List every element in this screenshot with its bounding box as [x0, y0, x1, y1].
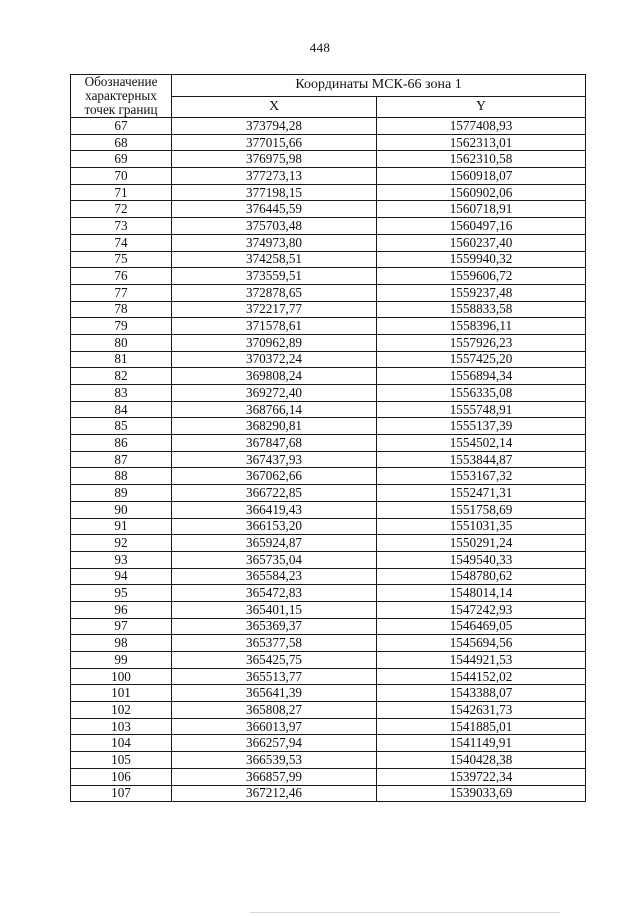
x-column-header: X	[172, 96, 377, 118]
point-id-cell: 73	[71, 218, 172, 235]
table-row	[71, 334, 586, 351]
point-id-cell: 82	[71, 368, 172, 385]
x-coordinate-cell: 372878,65	[172, 284, 377, 301]
y-coordinate-cell: 1542631,73	[377, 702, 586, 719]
x-coordinate-cell: 365641,39	[172, 685, 377, 702]
x-coordinate-cell: 367062,66	[172, 468, 377, 485]
y-coordinate-cell: 1559237,48	[377, 284, 586, 301]
x-coordinate-cell: 366419,43	[172, 501, 377, 518]
table-row	[71, 768, 586, 785]
point-id-cell: 71	[71, 184, 172, 201]
table-header-row	[71, 75, 586, 97]
x-coordinate-cell: 365924,87	[172, 535, 377, 552]
y-coordinate-cell: 1548014,14	[377, 585, 586, 602]
table-row	[71, 702, 586, 719]
point-id-cell: 107	[71, 785, 172, 802]
point-id-cell: 90	[71, 501, 172, 518]
x-coordinate-cell: 374258,51	[172, 251, 377, 268]
coordinates-system-header: Координаты МСК-66 зона 1	[172, 75, 586, 97]
x-coordinate-cell: 377198,15	[172, 184, 377, 201]
point-id-cell: 76	[71, 268, 172, 285]
table-row	[71, 485, 586, 502]
table-row	[71, 535, 586, 552]
y-coordinate-cell: 1560918,07	[377, 168, 586, 185]
x-coordinate-cell: 365472,83	[172, 585, 377, 602]
y-coordinate-cell: 1550291,24	[377, 535, 586, 552]
point-id-cell: 85	[71, 418, 172, 435]
y-coordinate-cell: 1546469,05	[377, 618, 586, 635]
x-coordinate-cell: 371578,61	[172, 318, 377, 335]
point-id-cell: 77	[71, 284, 172, 301]
table-row	[71, 652, 586, 669]
table-body	[71, 118, 586, 802]
y-coordinate-cell: 1562313,01	[377, 134, 586, 151]
y-coordinate-cell: 1558396,11	[377, 318, 586, 335]
point-id-cell: 69	[71, 151, 172, 168]
table-row	[71, 234, 586, 251]
y-coordinate-cell: 1545694,56	[377, 635, 586, 652]
table-row	[71, 318, 586, 335]
y-coordinate-cell: 1554502,14	[377, 435, 586, 452]
x-coordinate-cell: 368766,14	[172, 401, 377, 418]
table-row	[71, 301, 586, 318]
table-row	[71, 168, 586, 185]
y-coordinate-cell: 1556335,08	[377, 385, 586, 402]
y-coordinate-cell: 1560237,40	[377, 234, 586, 251]
point-id-cell: 103	[71, 718, 172, 735]
x-coordinate-cell: 367437,93	[172, 451, 377, 468]
y-coordinate-cell: 1544921,53	[377, 652, 586, 669]
table-row	[71, 368, 586, 385]
y-coordinate-cell: 1544152,02	[377, 668, 586, 685]
x-coordinate-cell: 366257,94	[172, 735, 377, 752]
x-coordinate-cell: 365808,27	[172, 702, 377, 719]
y-coordinate-cell: 1552471,31	[377, 485, 586, 502]
x-coordinate-cell: 367847,68	[172, 435, 377, 452]
x-coordinate-cell: 366722,85	[172, 485, 377, 502]
point-id-cell: 70	[71, 168, 172, 185]
table-row	[71, 134, 586, 151]
x-coordinate-cell: 365513,77	[172, 668, 377, 685]
x-coordinate-cell: 376445,59	[172, 201, 377, 218]
x-coordinate-cell: 369272,40	[172, 385, 377, 402]
table-row	[71, 601, 586, 618]
table-row	[71, 184, 586, 201]
x-coordinate-cell: 373794,28	[172, 118, 377, 135]
x-coordinate-cell: 377273,13	[172, 168, 377, 185]
x-coordinate-cell: 365584,23	[172, 568, 377, 585]
x-coordinate-cell: 377015,66	[172, 134, 377, 151]
y-coordinate-cell: 1549540,33	[377, 551, 586, 568]
table-row	[71, 218, 586, 235]
point-id-cell: 89	[71, 485, 172, 502]
y-coordinate-cell: 1558833,58	[377, 301, 586, 318]
y-coordinate-cell: 1562310,58	[377, 151, 586, 168]
y-coordinate-cell: 1553167,32	[377, 468, 586, 485]
table-row	[71, 118, 586, 135]
table-row	[71, 785, 586, 802]
table-row	[71, 351, 586, 368]
y-coordinate-cell: 1559606,72	[377, 268, 586, 285]
point-id-cell: 92	[71, 535, 172, 552]
table-row	[71, 418, 586, 435]
point-id-cell: 87	[71, 451, 172, 468]
y-coordinate-cell: 1555137,39	[377, 418, 586, 435]
point-id-cell: 74	[71, 234, 172, 251]
point-id-cell: 96	[71, 601, 172, 618]
x-coordinate-cell: 367212,46	[172, 785, 377, 802]
point-id-cell: 75	[71, 251, 172, 268]
y-coordinate-cell: 1548780,62	[377, 568, 586, 585]
y-coordinate-cell: 1543388,07	[377, 685, 586, 702]
point-id-cell: 86	[71, 435, 172, 452]
point-column-header: Обозначение характерных точек границ	[71, 75, 172, 118]
x-coordinate-cell: 365425,75	[172, 652, 377, 669]
table-row	[71, 451, 586, 468]
x-coordinate-cell: 365401,15	[172, 601, 377, 618]
x-coordinate-cell: 374973,80	[172, 234, 377, 251]
table-row	[71, 201, 586, 218]
table-row	[71, 718, 586, 735]
y-coordinate-cell: 1557425,20	[377, 351, 586, 368]
point-id-cell: 106	[71, 768, 172, 785]
table-row	[71, 735, 586, 752]
point-id-cell: 68	[71, 134, 172, 151]
table-row	[71, 151, 586, 168]
table-row	[71, 585, 586, 602]
point-id-cell: 81	[71, 351, 172, 368]
y-coordinate-cell: 1539033,69	[377, 785, 586, 802]
table-row	[71, 752, 586, 769]
x-coordinate-cell: 368290,81	[172, 418, 377, 435]
point-id-cell: 72	[71, 201, 172, 218]
y-column-header: Y	[377, 96, 586, 118]
point-id-cell: 84	[71, 401, 172, 418]
x-coordinate-cell: 375703,48	[172, 218, 377, 235]
y-coordinate-cell: 1541149,91	[377, 735, 586, 752]
table-row	[71, 518, 586, 535]
y-coordinate-cell: 1556894,34	[377, 368, 586, 385]
x-coordinate-cell: 376975,98	[172, 151, 377, 168]
point-id-cell: 78	[71, 301, 172, 318]
table-row	[71, 401, 586, 418]
table-row	[71, 284, 586, 301]
point-id-cell: 95	[71, 585, 172, 602]
table-row	[71, 635, 586, 652]
y-coordinate-cell: 1540428,38	[377, 752, 586, 769]
x-coordinate-cell: 365377,58	[172, 635, 377, 652]
table-row	[71, 385, 586, 402]
x-coordinate-cell: 365735,04	[172, 551, 377, 568]
x-coordinate-cell: 365369,37	[172, 618, 377, 635]
point-id-cell: 88	[71, 468, 172, 485]
x-coordinate-cell: 369808,24	[172, 368, 377, 385]
point-id-cell: 98	[71, 635, 172, 652]
point-id-cell: 102	[71, 702, 172, 719]
y-coordinate-cell: 1560902,06	[377, 184, 586, 201]
x-coordinate-cell: 370372,24	[172, 351, 377, 368]
table-row	[71, 551, 586, 568]
table-row	[71, 268, 586, 285]
y-coordinate-cell: 1551031,35	[377, 518, 586, 535]
y-coordinate-cell: 1541885,01	[377, 718, 586, 735]
table-row	[71, 468, 586, 485]
point-id-cell: 104	[71, 735, 172, 752]
x-coordinate-cell: 366153,20	[172, 518, 377, 535]
table-row	[71, 435, 586, 452]
x-coordinate-cell: 372217,77	[172, 301, 377, 318]
x-coordinate-cell: 366013,97	[172, 718, 377, 735]
point-id-cell: 100	[71, 668, 172, 685]
table-row	[71, 501, 586, 518]
point-id-cell: 67	[71, 118, 172, 135]
point-id-cell: 94	[71, 568, 172, 585]
point-id-cell: 79	[71, 318, 172, 335]
table-row	[71, 618, 586, 635]
y-coordinate-cell: 1553844,87	[377, 451, 586, 468]
point-id-cell: 97	[71, 618, 172, 635]
table-row	[71, 568, 586, 585]
y-coordinate-cell: 1539722,34	[377, 768, 586, 785]
y-coordinate-cell: 1560718,91	[377, 201, 586, 218]
point-id-cell: 83	[71, 385, 172, 402]
page-number: 448	[309, 40, 331, 55]
point-id-cell: 105	[71, 752, 172, 769]
y-coordinate-cell: 1555748,91	[377, 401, 586, 418]
x-coordinate-cell: 370962,89	[172, 334, 377, 351]
point-id-cell: 99	[71, 652, 172, 669]
x-coordinate-cell: 373559,51	[172, 268, 377, 285]
y-coordinate-cell: 1560497,16	[377, 218, 586, 235]
point-id-cell: 101	[71, 685, 172, 702]
scan-edge-line	[250, 912, 560, 913]
point-id-cell: 93	[71, 551, 172, 568]
point-id-cell: 91	[71, 518, 172, 535]
table-row	[71, 685, 586, 702]
y-coordinate-cell: 1577408,93	[377, 118, 586, 135]
table-row	[71, 668, 586, 685]
y-coordinate-cell: 1551758,69	[377, 501, 586, 518]
y-coordinate-cell: 1547242,93	[377, 601, 586, 618]
coordinates-table	[70, 74, 586, 802]
y-coordinate-cell: 1559940,32	[377, 251, 586, 268]
table-row	[71, 251, 586, 268]
y-coordinate-cell: 1557926,23	[377, 334, 586, 351]
point-id-cell: 80	[71, 334, 172, 351]
x-coordinate-cell: 366857,99	[172, 768, 377, 785]
x-coordinate-cell: 366539,53	[172, 752, 377, 769]
